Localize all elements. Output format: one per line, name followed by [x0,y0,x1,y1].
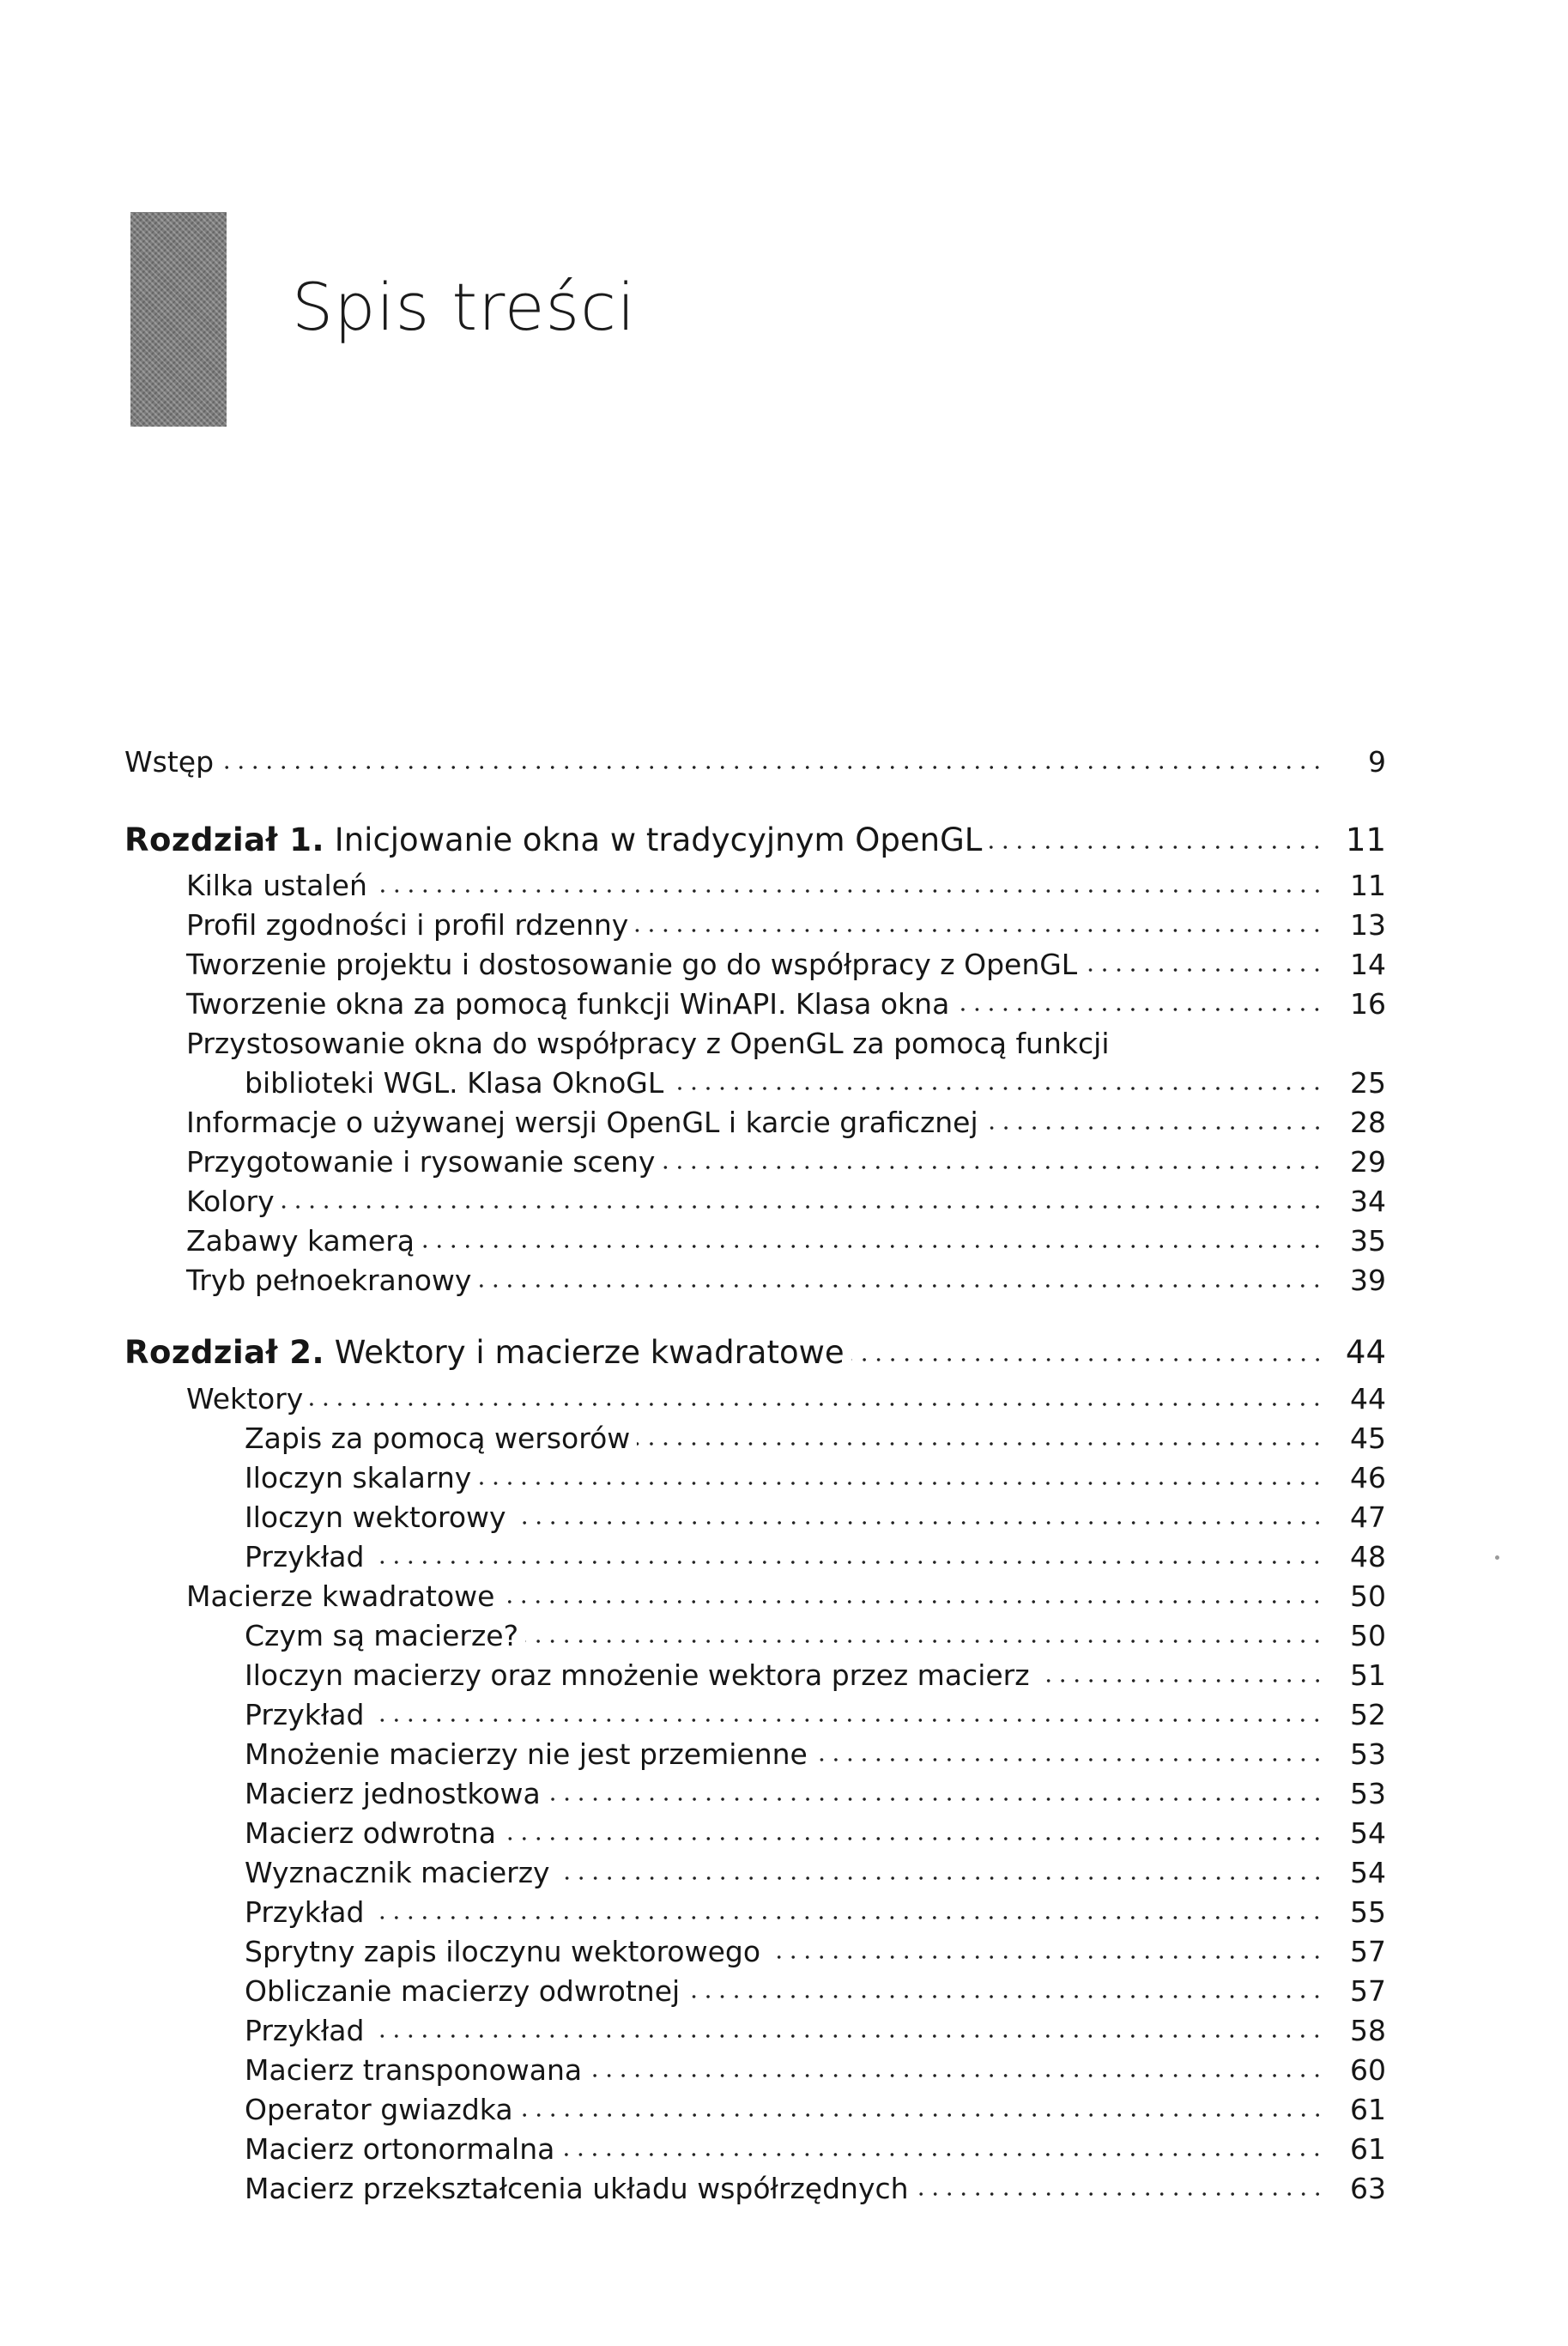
toc-entry-title: Wyznacznik macierzy [245,1856,550,1889]
toc-entry[interactable] [124,1768,1386,1808]
toc-entry[interactable] [124,1689,1386,1729]
dot-leader [221,762,1324,773]
toc-entry-title: Kilka ustaleń [186,869,367,902]
dot-leader [513,1518,1324,1528]
toc-entry-title: Wektory [186,1382,304,1415]
toc-page-number: 54 [1350,1816,1386,1850]
dot-leader [1084,965,1324,975]
toc-page-number: 50 [1350,1619,1386,1652]
dot-leader [501,1597,1324,1607]
toc-entry[interactable] [124,939,1386,979]
dot-leader [371,1913,1324,1923]
dot-leader [635,925,1324,936]
dot-leader [525,1636,1324,1646]
toc-entry-title: Operator gwiazdka [245,2093,513,2126]
toc-page-number: 11 [1345,821,1386,858]
dot-leader [767,1952,1324,1962]
toc-entry[interactable] [124,1137,1386,1179]
toc-entry[interactable] [124,2124,1386,2166]
toc-entry[interactable] [124,1215,1386,1258]
toc-entry[interactable] [124,2163,1386,2203]
dot-leader [985,1123,1324,1133]
dot-leader [851,1355,1324,1365]
toc-entry-title: Zabawy kamerą [186,1224,415,1258]
toc-entry-title: Macierz ortonormalna [245,2132,555,2166]
toc-entry[interactable] [124,1808,1386,1850]
chapter-text: Inicjowanie okna w tradycyjnym OpenGL [334,821,983,858]
chapter-text: Wektory i macierze kwadratowe [334,1334,845,1371]
dot-leader [557,1873,1324,1883]
toc-page-number: 52 [1350,1698,1386,1731]
toc-entry[interactable] [124,1176,1386,1218]
toc-entry[interactable] [124,1926,1386,1966]
toc-page-number: 48 [1350,1540,1386,1573]
page-title: Spis treści [292,269,636,345]
toc-entry-title: Macierz jednostkowa [245,1777,541,1810]
toc-entry-title: Informacje o używanej wersji OpenGL i karcie graficznej [186,1106,978,1139]
toc-entry-intro[interactable] [124,737,1386,779]
toc-entry[interactable] [124,1966,1386,2008]
toc-page-number: 47 [1350,1500,1386,1534]
toc-page-number: 58 [1350,2014,1386,2047]
toc-page-number: 25 [1350,1066,1386,1100]
dot-leader [687,1991,1324,2002]
toc-entry-wrapped-line [186,1018,1109,1058]
toc-entry[interactable] [124,1255,1386,1297]
toc-page-number: 46 [1350,1461,1386,1494]
dot-leader [421,1241,1324,1252]
toc-entry[interactable] [124,1729,1386,1771]
dot-leader [371,1715,1324,1725]
dot-leader [478,1478,1324,1488]
toc-entry[interactable] [124,2084,1386,2124]
dot-leader [989,842,1324,852]
toc-entry-title: Macierze kwadratowe [186,1579,495,1613]
dot-leader [589,2070,1324,2081]
toc-entry-title: Czym są macierze? [245,1619,519,1652]
toc-page-number: 61 [1350,2132,1386,2166]
toc-page-number: 14 [1350,948,1386,981]
dot-leader [670,1083,1324,1094]
toc-entry-title: Iloczyn skalarny [245,1461,472,1494]
toc-entry-title: Macierz przekształcenia układu współrzędnych [245,2172,909,2205]
dot-leader [371,1557,1324,1567]
toc-entry[interactable] [124,1650,1386,1692]
toc-entry[interactable] [124,979,1386,1021]
toc-entry-title: Obliczanie macierzy odwrotnej [245,1974,681,2008]
dot-leader [371,2031,1324,2041]
toc-entry[interactable] [124,1452,1386,1492]
dot-leader [520,2110,1324,2120]
toc-entry[interactable] [124,1413,1386,1455]
dot-leader [561,2149,1324,2160]
toc-entry[interactable] [124,860,1386,900]
toc-page-number: 51 [1350,1658,1386,1692]
toc-chapter-1[interactable] [124,811,1386,856]
toc-entry-title: Zapis za pomocą wersorów [245,1422,631,1455]
toc-entry[interactable] [124,2045,1386,2087]
toc-page-number: 11 [1350,869,1386,902]
toc-chapter-title [124,1334,851,1371]
toc-entry[interactable] [124,1887,1386,1929]
toc-page-number: 57 [1350,1974,1386,2008]
toc-entry[interactable] [124,900,1386,942]
toc-entry-title: Macierz odwrotna [245,1816,496,1850]
toc-page-number: 13 [1350,908,1386,942]
dot-leader [637,1439,1324,1449]
toc-entry[interactable] [124,1492,1386,1534]
dot-leader [1037,1676,1324,1686]
toc-chapter-title [124,821,989,858]
toc-page-number: 28 [1350,1106,1386,1139]
toc-page-number: 44 [1345,1334,1386,1371]
toc-entry[interactable] [124,1531,1386,1571]
chapter-label: Rozdział 1. [124,821,325,858]
toc-entry[interactable] [124,1058,1386,1100]
dot-leader [662,1162,1324,1173]
toc-entry[interactable] [124,1847,1386,1887]
dot-leader [814,1755,1324,1765]
chapter-label: Rozdział 2. [124,1334,325,1371]
toc-page-number: 50 [1350,1579,1386,1613]
toc-entry-title: Tworzenie projektu i dostosowanie go do współpracy z OpenGL [186,948,1078,981]
toc-entry-title: Iloczyn macierzy oraz mnożenie wektora przez macierz [245,1658,1030,1692]
toc-page-number: 9 [1368,745,1386,779]
toc-entry-title: Tworzenie okna za pomocą funkcji WinAPI. Klasa okna [186,987,950,1021]
toc-chapter-2[interactable] [124,1324,1386,1371]
toc-entry[interactable] [124,1571,1386,1613]
toc-page-number: 57 [1350,1935,1386,1968]
toc-entry-title-line2: biblioteki WGL. Klasa OknoGL [245,1066,664,1100]
toc-entry-title: Przygotowanie i rysowanie sceny [186,1145,656,1179]
toc-entry-title: Wstęp [124,745,215,779]
toc-page-number: 45 [1350,1422,1386,1455]
toc-entry[interactable] [124,1373,1386,1413]
toc-page-number: 55 [1350,1895,1386,1929]
toc-entry-title: Przykład [245,1895,365,1929]
toc-entry-title: Kolory [186,1185,275,1218]
toc-page-number: 53 [1350,1737,1386,1771]
toc-entry-title: Profil zgodności i profil rdzenny [186,908,629,942]
scan-speck [1495,1555,1499,1560]
toc-entry-title: Mnożenie macierzy nie jest przemienne [245,1737,808,1771]
toc-entry[interactable] [124,1610,1386,1650]
toc-page-number: 61 [1350,2093,1386,2126]
toc-page-number: 44 [1350,1382,1386,1415]
toc-entry-title: Iloczyn wektorowy [245,1500,506,1534]
dot-leader [548,1794,1324,1804]
toc-entry[interactable] [124,1097,1386,1137]
dot-leader [956,1004,1324,1015]
dot-leader [478,1281,1324,1291]
toc-page-number: 54 [1350,1856,1386,1889]
dot-leader [310,1399,1324,1409]
dot-leader [916,2189,1324,2199]
toc-entry-title-line1: Przystosowanie okna do współpracy z OpenGL za pomocą funkcji [186,1027,1110,1060]
toc-page-number: 34 [1350,1185,1386,1218]
chapter-marker-block [130,212,227,427]
dot-leader [282,1202,1324,1212]
toc-page-number: 39 [1350,1264,1386,1297]
toc-entry-title: Tryb pełnoekranowy [186,1264,472,1297]
toc-entry-title: Przykład [245,1540,365,1573]
dot-leader [374,886,1324,896]
dot-leader [503,1834,1324,1844]
toc-entry-title: Sprytny zapis iloczynu wektorowego [245,1935,761,1968]
toc-entry[interactable] [124,2005,1386,2045]
toc-page-number: 29 [1350,1145,1386,1179]
toc-entry-title: Przykład [245,2014,365,2047]
toc-page-number: 63 [1350,2172,1386,2205]
toc-page-number: 53 [1350,1777,1386,1810]
toc-entry-title: Macierz transponowana [245,2053,583,2087]
toc-page-number: 16 [1350,987,1386,1021]
toc-entry-title: Przykład [245,1698,365,1731]
toc-page-number: 60 [1350,2053,1386,2087]
toc-page-number: 35 [1350,1224,1386,1258]
